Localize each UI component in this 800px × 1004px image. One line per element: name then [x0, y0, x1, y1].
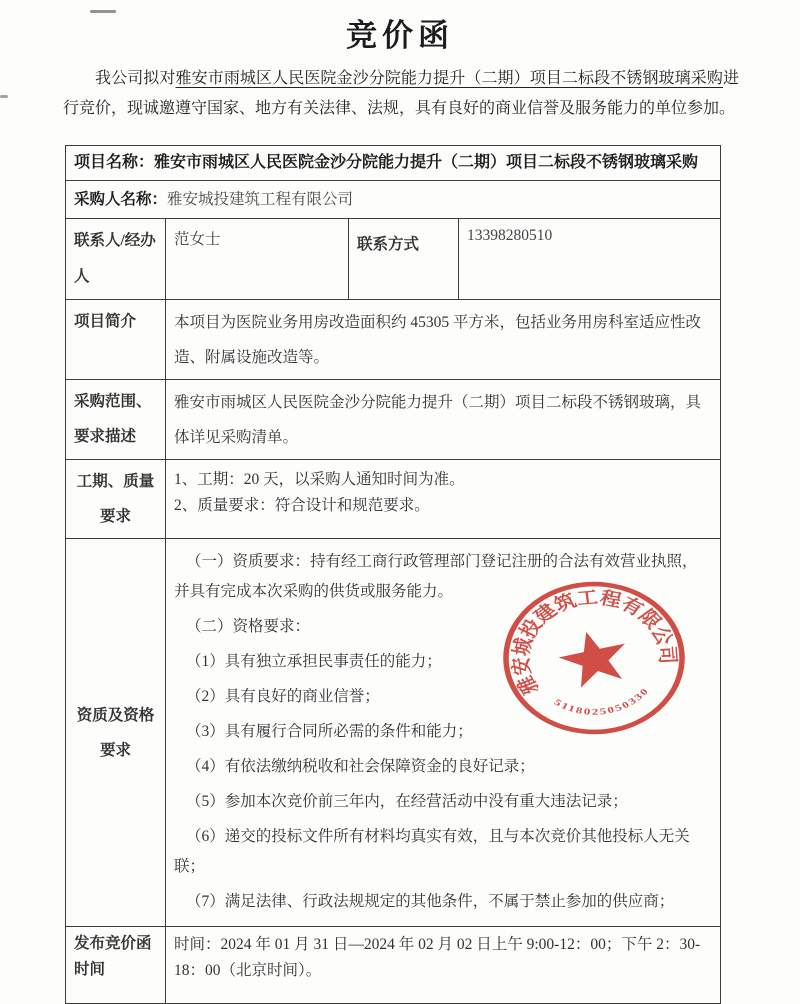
- qualification-item: （6）递交的投标文件所有材料均真实有效，且与本次竞价其他投标人无关联；: [174, 828, 690, 875]
- intro-paragraph: [63, 64, 739, 124]
- scope-label: 采购范围、要求描述: [66, 380, 166, 460]
- contact-method-label: 联系方式: [349, 219, 459, 300]
- purchaser-value: 雅安城投建筑工程有限公司: [167, 191, 354, 208]
- row-publish-time: [66, 927, 721, 1004]
- contact-name: 范女士: [166, 219, 349, 300]
- row-project-name: [66, 146, 721, 181]
- qualification-value: [166, 539, 721, 927]
- scope-value: 雅安市雨城区人民医院金沙分院能力提升（二期）项目二标段不锈钢玻璃，具体详见采购清单。: [166, 380, 721, 460]
- scan-smudge-left: [0, 95, 8, 98]
- page-title: 竞价函: [346, 18, 454, 53]
- row-scope: [66, 380, 721, 460]
- qualification-item: （二）资格要求：: [186, 618, 311, 635]
- project-name-cell: [66, 146, 721, 181]
- intro-suffix: 进行竞价，现诚邀遵守国家、地方有关法律、法规，具有良好的商业信誉及服务能力的单位参加。: [63, 70, 739, 117]
- qualification-item: （1）具有独立承担民事责任的能力；: [186, 653, 442, 670]
- qualification-item: （4）有依法缴纳税收和社会保障资金的良好记录；: [186, 758, 535, 775]
- intro-prefix: 我公司拟对: [95, 70, 176, 87]
- schedule-quality-label: 工期、质量要求: [66, 460, 166, 539]
- seal-company-text: 雅安城投建筑工程有限公司: [509, 587, 680, 698]
- contact-label: 联系人/经办人: [66, 219, 166, 300]
- qualification-item: （3）具有履行合同所必需的条件和能力；: [186, 723, 473, 740]
- qualification-item: （2）具有良好的商业信誉；: [186, 688, 380, 705]
- contact-phone: 13398280510: [459, 219, 721, 300]
- qualification-item: （一）资质要求：持有经工商行政管理部门登记注册的合法有效营业执照，并具有完成本次采购的供货或服务能力。: [174, 553, 698, 600]
- qualification-label: 资质及资格要求: [66, 539, 166, 927]
- row-qualification: [66, 539, 721, 927]
- quality-item: 2、质量要求：符合设计和规范要求。: [174, 497, 430, 514]
- purchaser-cell: [66, 181, 721, 219]
- project-brief-label: 项目简介: [66, 300, 166, 380]
- project-name-value: 雅安市雨城区人民医院金沙分院能力提升（二期）项目二标段不锈钢玻璃采购: [154, 154, 699, 171]
- schedule-quality-value: [166, 460, 721, 539]
- row-contact: [66, 219, 721, 300]
- row-project-brief: [66, 300, 721, 380]
- scan-smudge-top: [90, 10, 116, 13]
- row-schedule-quality: [66, 460, 721, 539]
- row-purchaser: [66, 181, 721, 219]
- publish-time-value: 时间：2024 年 01 月 31 日—2024 年 02 月 02 日上午 9:00-12：00；下午 2：30-18：00（北京时间）。: [166, 927, 721, 1004]
- purchaser-label: 采购人名称：: [74, 191, 168, 208]
- project-name-label: 项目名称：: [74, 154, 155, 171]
- seal-number-text: 5118025050330: [551, 686, 652, 718]
- qualification-item: （7）满足法律、行政法规规定的其他条件，不属于禁止参加的供应商；: [186, 893, 675, 910]
- intro-project-name-underlined: 雅安市雨城区人民医院金沙分院能力提升（二期）项目二标段不锈钢玻璃采购: [175, 70, 723, 87]
- bid-info-table: [65, 145, 721, 1004]
- schedule-item: 1、工期：20 天，以采购人通知时间为准。: [174, 471, 465, 488]
- project-brief-value: 本项目为医院业务用房改造面积约 45305 平方米，包括业务用房科室适应性改造、附属设施改造等。: [166, 300, 721, 380]
- publish-time-label: 发布竞价函时间: [66, 927, 166, 1004]
- qualification-item: （5）参加本次竞价前三年内，在经营活动中没有重大违法记录；: [186, 793, 628, 810]
